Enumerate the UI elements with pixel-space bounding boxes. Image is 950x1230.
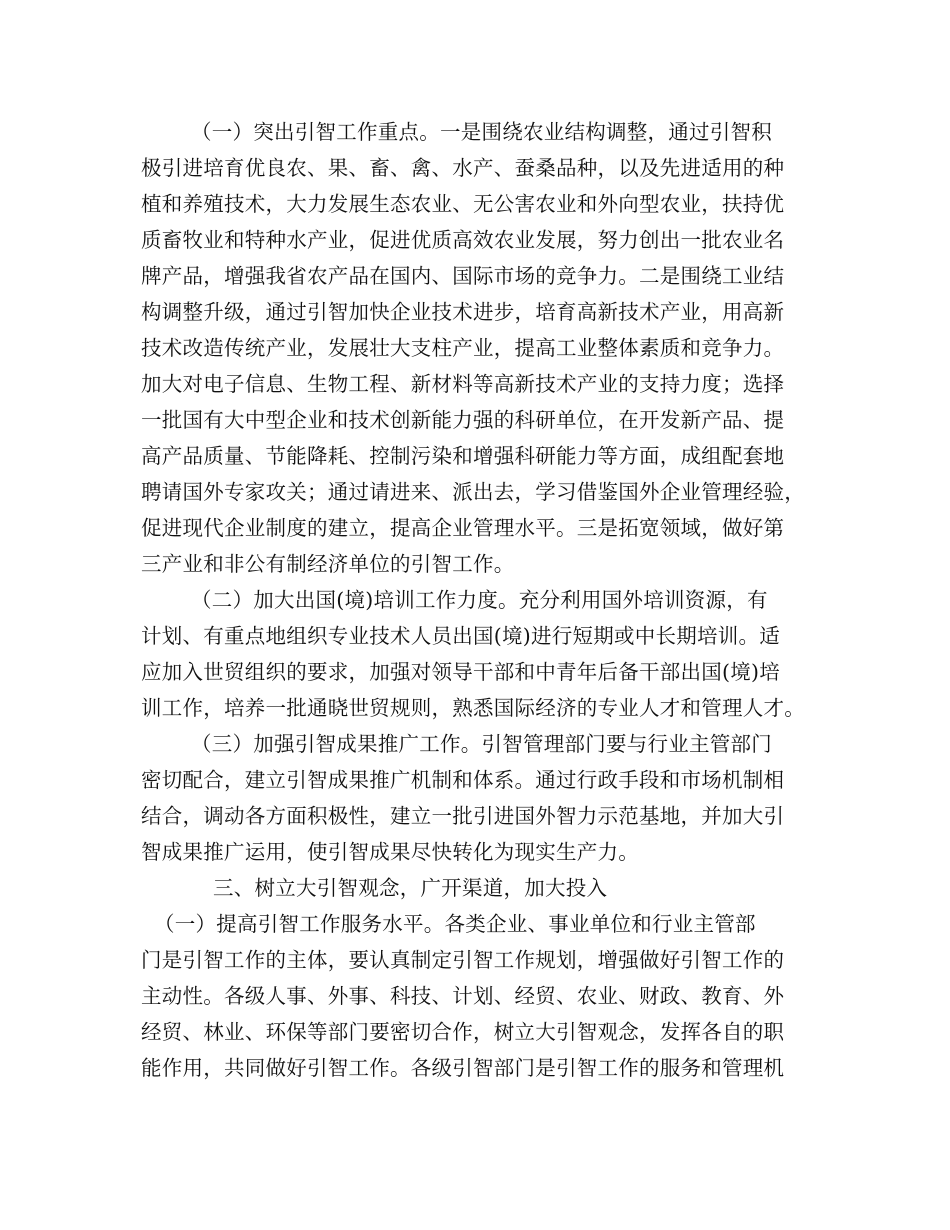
- paragraph-line: 经贸、林业、环保等部门要密切合作，树立大引智观念，发挥各自的职: [141, 1020, 785, 1044]
- paragraph-line: 三产业和非公有制经济单位的引智工作。: [141, 552, 515, 576]
- paragraph-line: （二）加大出国(境)培训工作力度。充分利用国外培训资源，有: [191, 588, 768, 612]
- paragraph-line: 促进现代企业制度的建立，提高企业管理水平。三是拓宽领域，做好第: [141, 516, 785, 540]
- paragraph-line: （一）突出引智工作重点。一是围绕农业结构调整，通过引智积: [191, 120, 772, 144]
- section-heading: 三、树立大引智观念，广开渠道，加大投入: [213, 876, 608, 900]
- paragraph-line: 一批国有大中型企业和技术创新能力强的科研单位，在开发新产品、提: [141, 408, 785, 432]
- paragraph-line: 密切配合，建立引智成果推广机制和体系。通过行政手段和市场机制相: [141, 768, 785, 792]
- paragraph-line: 门是引智工作的主体，要认真制定引智工作规划，增强做好引智工作的: [141, 948, 785, 972]
- paragraph-line: 构调整升级，通过引智加快企业技术进步，培育高新技术产业，用高新: [141, 300, 785, 324]
- paragraph-line: 高产品质量、节能降耗、控制污染和增强科研能力等方面，成组配套地: [141, 444, 785, 468]
- paragraph-line: 植和养殖技术，大力发展生态农业、无公害农业和外向型农业，扶持优: [141, 192, 785, 216]
- paragraph-line: 质畜牧业和特种水产业，促进优质高效农业发展，努力创出一批农业名: [141, 228, 785, 252]
- paragraph-line: 结合，调动各方面积极性，建立一批引进国外智力示范基地，并加大引: [141, 804, 785, 828]
- paragraph-line: 聘请国外专家攻关；通过请进来、派出去，学习借鉴国外企业管理经验，: [141, 480, 805, 504]
- paragraph-line: （一）提高引智工作服务水平。各类企业、事业单位和行业主管部: [154, 912, 756, 936]
- paragraph-line: 训工作，培养一批通晓世贸规则，熟悉国际经济的专业人才和管理人才。: [141, 696, 805, 720]
- paragraph-line: 计划、有重点地组织专业技术人员出国(境)进行短期或中长期培训。适: [141, 624, 780, 648]
- paragraph-line: （三）加强引智成果推广工作。引智管理部门要与行业主管部门: [191, 732, 772, 756]
- paragraph-line: 技术改造传统产业，发展壮大支柱产业，提高工业整体素质和竞争力。: [141, 336, 785, 360]
- paragraph-line: 牌产品，增强我省农产品在国内、国际市场的竞争力。二是围绕工业结: [141, 264, 785, 288]
- paragraph-line: 智成果推广运用，使引智成果尽快转化为现实生产力。: [141, 840, 639, 864]
- paragraph-line: 应加入世贸组织的要求，加强对领导干部和中青年后备干部出国(境)培: [141, 660, 780, 684]
- paragraph-line: 主动性。各级人事、外事、科技、计划、经贸、农业、财政、教育、外: [141, 984, 785, 1008]
- paragraph-line: 加大对电子信息、生物工程、新材料等高新技术产业的支持力度；选择: [141, 372, 785, 396]
- paragraph-line: 能作用，共同做好引智工作。各级引智部门是引智工作的服务和管理机: [141, 1056, 785, 1080]
- paragraph-line: 极引进培育优良农、果、畜、禽、水产、蚕桑品种，以及先进适用的种: [141, 156, 785, 180]
